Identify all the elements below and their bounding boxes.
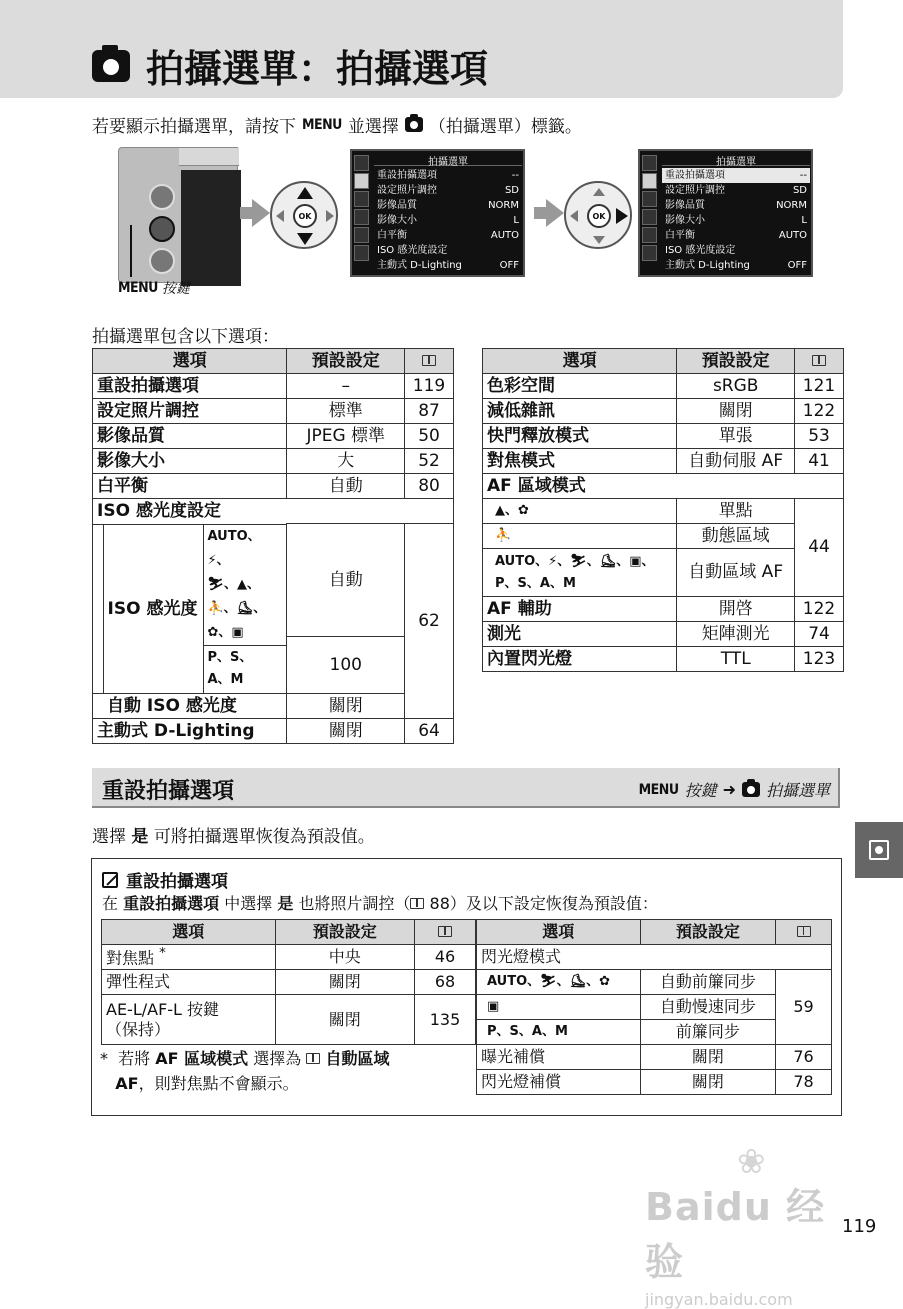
note-box bbox=[91, 858, 842, 1116]
multi-selector-right-icon: OK bbox=[564, 181, 632, 249]
table-header-row: 選項 預設設定 bbox=[483, 349, 844, 374]
table-row: 彈性程式 關閉 68 bbox=[102, 970, 476, 995]
camera-icon bbox=[869, 840, 889, 860]
auto-area-af-icon bbox=[306, 1053, 320, 1064]
table-row: ▲、✿ 單點 44 bbox=[483, 499, 844, 524]
watermark: ❀ Baidu 经验 jingyan.baidu.com bbox=[645, 1142, 826, 1309]
table-row: 快門釋放模式 單張 53 bbox=[483, 424, 844, 449]
page-title: 拍攝選單：拍攝選項 bbox=[92, 38, 488, 93]
table-row: 重設拍攝選項 – 119 bbox=[93, 374, 454, 399]
arrow-icon: ➜ bbox=[722, 780, 736, 799]
note-table-right: 選項 預設設定 閃光燈模式 AUTO、⛷、⛸、✿ 自動前簾同步 59 ▣ 自動慢速同步 P、S、A、M 前簾同步 曝光補償 關閉 76 閃光燈補償 關閉 78 bbox=[476, 919, 832, 1095]
section-body: 選擇 是 可將拍攝選單恢復為預設值。 bbox=[92, 827, 375, 847]
book-icon bbox=[438, 926, 452, 937]
multi-selector-up-down-icon: OK bbox=[270, 181, 338, 249]
table-row: 設定照片調控 標準 87 bbox=[93, 399, 454, 424]
paw-logo-icon: ❀ bbox=[737, 1142, 766, 1182]
note-table-left: 選項 預設設定 對焦點 * 中央 46 彈性程式 關閉 68 AE-L/AF-L 按鍵 （保持） 關閉 135 bbox=[101, 919, 476, 1045]
book-icon bbox=[410, 898, 424, 909]
table-row: 閃光燈模式 bbox=[477, 945, 832, 970]
table-row: P、S、A、M 前簾同步 bbox=[477, 1020, 832, 1045]
table-row: AUTO、⛷、⛸、✿ 自動前簾同步 59 bbox=[477, 970, 832, 995]
table-row: 測光 矩陣測光 74 bbox=[483, 622, 844, 647]
table-row: 100 bbox=[93, 637, 454, 694]
table-row: 自動 ISO 感光度 關閉 bbox=[93, 694, 454, 719]
camera-icon bbox=[405, 117, 423, 132]
menu-screen-1: 拍攝選單 重設拍攝選項 -- 設定照片調控 SD 影像品質 NORM 影像大小 L 白平衡 AUTO ISO 感光度設定 主動式 D-Lighting OFF bbox=[350, 149, 525, 277]
table-row: AUTO、⚡、⛷、⛸、▣、 P、S、A、M 自動區域 AF bbox=[483, 549, 844, 597]
table-row: 曝光補償 關閉 76 bbox=[477, 1045, 832, 1070]
table-row: 對焦模式 自動伺服 AF 41 bbox=[483, 449, 844, 474]
menu-button-label: MENU bbox=[302, 116, 342, 133]
options-table-left bbox=[92, 348, 454, 744]
table-row: AF 區域模式 bbox=[483, 474, 844, 499]
playback-button-icon bbox=[149, 184, 175, 210]
pencil-icon bbox=[102, 872, 118, 888]
arrow-right-icon bbox=[546, 199, 564, 227]
footnote: * 若將 AF 區域模式 選擇為 自動區域 AF，則對焦點不會顯示。 bbox=[100, 1049, 390, 1093]
table-row: 閃光燈補償 關閉 78 bbox=[477, 1070, 832, 1095]
book-icon bbox=[422, 355, 436, 366]
table-row: 主動式 D-Lighting 關閉 64 bbox=[93, 719, 454, 744]
table-row: ISO 感光度 AUTO、⚡、 ⛷、▲、 ⛹、⛸、 ✿、▣ P、S、 A、M 自動 62 bbox=[93, 524, 454, 637]
table-row: AE-L/AF-L 按鍵 （保持） 關閉 135 bbox=[102, 995, 476, 1045]
options-table-right bbox=[482, 348, 844, 672]
note-heading: 重設拍攝選項 bbox=[102, 867, 228, 892]
menu-screen-2: 拍攝選單 重設拍攝選項 -- 設定照片調控 SD 影像品質 NORM 影像大小 L 白平衡 AUTO ISO 感光度設定 主動式 D-Lighting OFF bbox=[638, 149, 813, 277]
table-row: 影像大小 大 52 bbox=[93, 449, 454, 474]
table-row: 白平衡 自動 80 bbox=[93, 474, 454, 499]
table-row: 影像品質 JPEG 標準 50 bbox=[93, 424, 454, 449]
menu-button-caption: MENU 按鍵 bbox=[118, 280, 190, 297]
table-row: AF 輔助 開啓 122 bbox=[483, 597, 844, 622]
camera-icon bbox=[742, 782, 760, 797]
page-number: 119 bbox=[842, 1216, 877, 1237]
chapter-side-tab bbox=[855, 822, 903, 878]
section-header bbox=[92, 768, 840, 808]
note-body: 在 重設拍攝選項 中選擇 是 也將照片調控（ 88）及以下設定恢復為預設值： bbox=[102, 894, 658, 913]
table-row: ⛹ 動態區域 bbox=[483, 524, 844, 549]
book-icon bbox=[797, 926, 811, 937]
table-row: 色彩空間 sRGB 121 bbox=[483, 374, 844, 399]
menu-path: MENU 按鍵 ➜ 拍攝選單 bbox=[638, 780, 830, 800]
table-row: 對焦點 * 中央 46 bbox=[102, 945, 476, 970]
menu-button-icon bbox=[149, 216, 175, 242]
lead-text: 拍攝選單包含以下選項： bbox=[92, 327, 279, 347]
section-title: 重設拍攝選項 bbox=[102, 779, 235, 804]
table-row: ISO 感光度設定 bbox=[93, 499, 454, 524]
table-row: 減低雜訊 關閉 122 bbox=[483, 399, 844, 424]
table-row: 內置閃光燈 TTL 123 bbox=[483, 647, 844, 672]
table-row: ▣ 自動慢速同步 bbox=[477, 995, 832, 1020]
menu-illustration bbox=[118, 145, 818, 310]
book-icon bbox=[812, 355, 826, 366]
arrow-right-icon bbox=[252, 199, 270, 227]
table-header-row: 選項 預設設定 bbox=[93, 349, 454, 374]
zoom-button-icon bbox=[149, 248, 175, 274]
intro-text: 若要顯示拍攝選單，請按下 MENU 並選擇 （拍攝選單）標籤。 bbox=[92, 116, 582, 137]
camera-icon bbox=[92, 50, 130, 82]
camera-back-illustration bbox=[118, 147, 238, 283]
